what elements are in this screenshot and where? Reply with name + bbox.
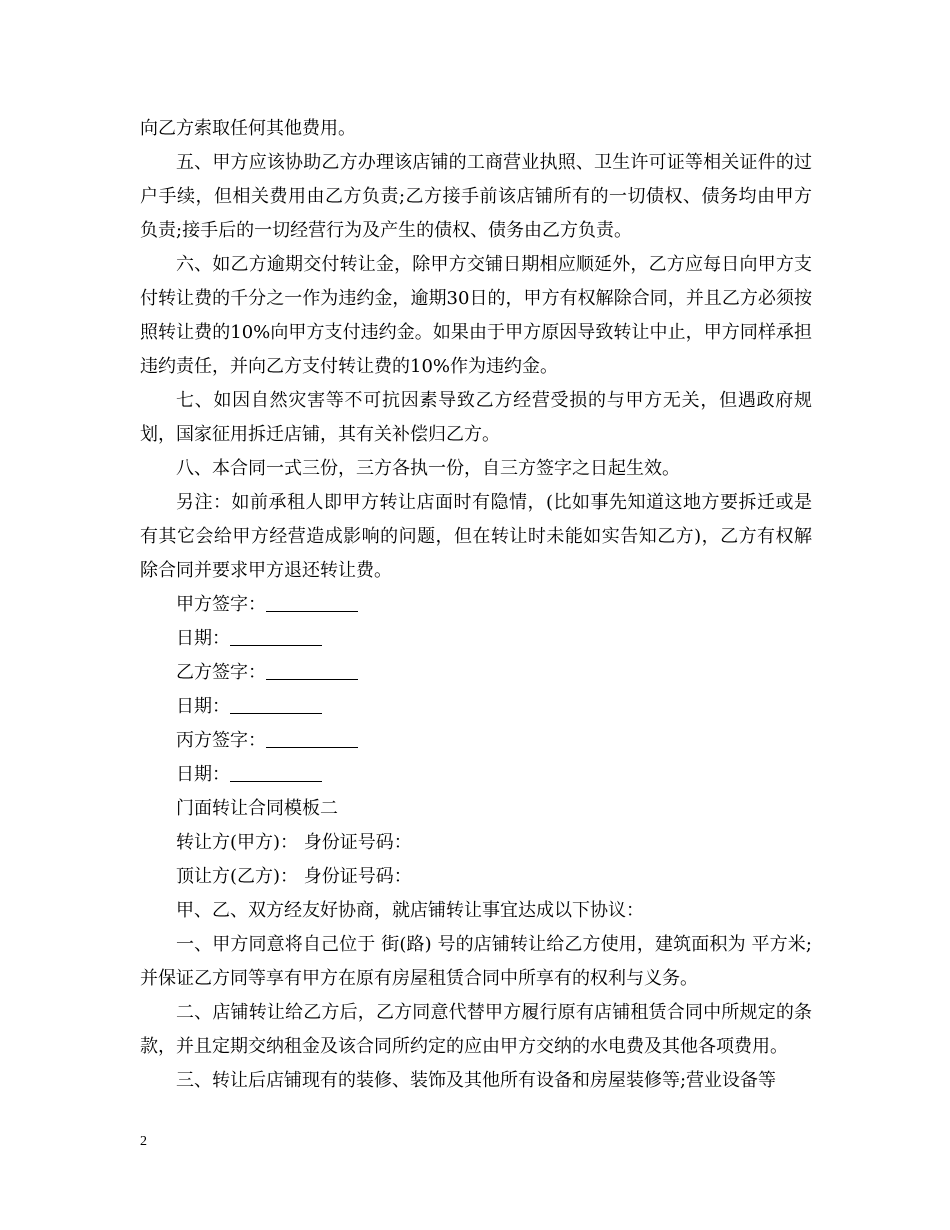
paragraph: 转让方(甲方)： 身份证号码： — [176, 832, 412, 853]
signature-line — [140, 622, 812, 656]
paragraph: 顶让方(乙方)： 身份证号码： — [176, 866, 412, 887]
signature-blank — [230, 625, 322, 646]
signature-blank — [266, 727, 358, 748]
signature-line — [140, 656, 812, 690]
signature-line — [140, 588, 812, 622]
paragraph: 三、转让后店铺现有的装修、装饰及其他所有设备和房屋装修等;营业设备等 — [176, 1070, 777, 1091]
signature-line — [140, 724, 812, 758]
signature-blank — [266, 659, 358, 680]
signature-blank — [230, 693, 322, 714]
signature-blank — [266, 591, 358, 612]
signature-label: 日期： — [176, 696, 230, 717]
paragraph: 五、甲方应该协助乙方办理该店铺的工商营业执照、卫生许可证等相关证件的过户手续，但相关费用由乙方负责;乙方接手前该店铺所有的一切债权、债务均由甲方负责;接手后的一切经营行为及产生的债权、债务由乙方负责。 — [140, 152, 812, 241]
paragraph: 另注：如前承租人即甲方转让店面时有隐情，(比如事先知道这地方要拆迁或是有其它会给甲方经营造成影响的问题，但在转让时未能如实告知乙方)，乙方有权解除合同并要求甲方退还转让费。 — [140, 492, 812, 581]
paragraphs-top — [140, 112, 812, 588]
signature-label: 丙方签字： — [176, 730, 266, 751]
paragraph: 甲、乙、双方经友好协商，就店铺转让事宜达成以下协议： — [176, 900, 644, 921]
paragraph: 二、店铺转让给乙方后，乙方同意代替甲方履行原有店铺租赁合同中所规定的条款，并且定期交纳租金及该合同所约定的应由甲方交纳的水电费及其他各项费用。 — [140, 1002, 812, 1057]
paragraph: 门面转让合同模板二 — [176, 798, 338, 819]
paragraph: 向乙方索取任何其他费用。 — [140, 118, 356, 139]
document-body — [140, 112, 812, 1098]
signature-line — [140, 758, 812, 792]
signature-blank — [230, 761, 322, 782]
signature-block — [140, 588, 812, 792]
signature-label: 日期： — [176, 764, 230, 785]
signature-label: 甲方签字： — [176, 594, 266, 615]
paragraph: 七、如因自然灾害等不可抗因素导致乙方经营受损的与甲方无关，但遇政府规划，国家征用拆迁店铺，其有关补偿归乙方。 — [140, 390, 812, 445]
page-number: 2 — [140, 1134, 147, 1149]
signature-label: 乙方签字： — [176, 662, 266, 683]
paragraph: 六、如乙方逾期交付转让金，除甲方交铺日期相应顺延外，乙方应每日向甲方支付转让费的千分之一作为违约金，逾期30日的，甲方有权解除合同，并且乙方必须按照转让费的10%向甲方支付违约金。如果由于甲方原因导致转让中止，甲方同样承担违约责任，并向乙方支付转让费的10%作为违约金。 — [140, 254, 812, 377]
signature-line — [140, 690, 812, 724]
paragraph: 八、本合同一式三份，三方各执一份，自三方签字之日起生效。 — [176, 458, 680, 479]
signature-label: 日期： — [176, 628, 230, 649]
paragraph: 一、甲方同意将自己位于 街(路) 号的店铺转让给乙方使用，建筑面积为 平方米;并保证乙方同等享有甲方在原有房屋租赁合同中所享有的权利与义务。 — [140, 934, 812, 989]
paragraphs-bottom — [140, 792, 812, 1098]
